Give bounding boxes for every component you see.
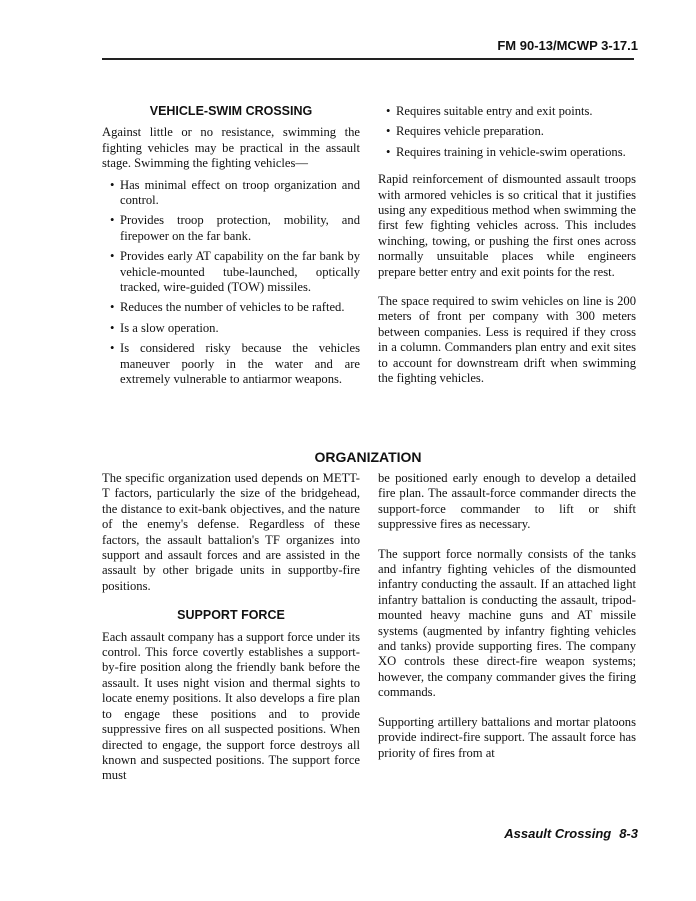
running-header: FM 90-13/MCWP 3-17.1 xyxy=(497,38,638,53)
bullet-item: • Requires training in vehicle-swim operations. xyxy=(378,145,636,160)
para-support-force-3: Supporting artillery battalions and mortar platoons provide indirect-fire support. The assault force has priority of fires from at xyxy=(378,714,636,760)
running-footer xyxy=(504,826,638,841)
page-number: 8-3 xyxy=(619,826,638,841)
column-left-top xyxy=(102,104,360,393)
vehicle-swim-intro: Against little or no resistance, swimming the fighting vehicles may be practical in the assault stage. Swimming the fighting vehicles— xyxy=(102,125,360,171)
heading-organization: ORGANIZATION xyxy=(314,449,422,465)
bullet-item: • Provides early AT capability on the far bank by vehicle-mounted tube-launched, optically tracked, wire-guided (TOW) missiles. xyxy=(102,249,360,295)
para-organization: The specific organization used depends on METT-T factors, particularly the size of the bridgehead, the distance to exit-bank objectives, and the nature of the enemy's defense. Regardless of these factors, the assault battalion's TF organizes into support and assault forces and are assisted in the assault by other brigade units in supportby-fire positions. xyxy=(102,471,360,593)
header-rule xyxy=(102,58,634,60)
bullet-item: • Requires suitable entry and exit points. xyxy=(378,104,636,119)
bullet-item: • Provides troop protection, mobility, and firepower on the far bank. xyxy=(102,213,360,244)
bullet-item: • Is considered risky because the vehicles maneuver poorly in the water and are extremely vulnerable to antiarmor weapons. xyxy=(102,341,360,387)
column-left-bottom xyxy=(102,471,360,784)
para-swim-space: The space required to swim vehicles on line is 200 meters of front per company with 300 meters between companies. Less is required if they cross in a column. Commanders plan entry and exit sites to account for downstream drift when swimming the fighting vehicles. xyxy=(378,294,636,386)
bullet-item: • Has minimal effect on troop organization and control. xyxy=(102,178,360,209)
bullet-item: • Reduces the number of vehicles to be rafted. xyxy=(102,300,360,315)
para-support-force-1-cont: be positioned early enough to develop a detailed fire plan. The assault-force commander directs the support-force commander to lift or shift suppressive fires as necessary. xyxy=(378,471,636,532)
bullet-item: • Is a slow operation. xyxy=(102,321,360,336)
para-support-force-2: The support force normally consists of the tanks and infantry fighting vehicles of the dismounted infantry conducting the assault. If an attached light infantry battalion is conducting the assault, tripodmounted heavy machine guns and AT missile systems (augmented by infantry fighting vehicles and tanks) provide supporting fires. The company XO controls these direct-fire weapon systems; however, the company commander gives the firing commands. xyxy=(378,546,636,700)
column-right-top xyxy=(378,104,636,387)
heading-support-force: SUPPORT FORCE xyxy=(177,608,285,623)
vehicle-swim-bullets-right xyxy=(378,104,636,160)
vehicle-swim-bullets-left xyxy=(102,178,360,388)
para-reinforcement: Rapid reinforcement of dismounted assault troops with armored vehicles is so critical that it justifies using any expeditious method when swimming the first few fighting vehicles across. This includes winching, towing, or pushing the first ones across normally unsuitable places while engineers prepare better entry and exit points for the rest. xyxy=(378,172,636,279)
column-right-bottom xyxy=(378,471,636,761)
footer-chapter: Assault Crossing xyxy=(504,826,612,841)
heading-vehicle-swim: VEHICLE-SWIM CROSSING xyxy=(149,104,313,118)
para-support-force-1: Each assault company has a support force under its control. This force covertly establishes a support-by-fire position along the friendly bank before the assault. It uses night vision and thermal sights to locate enemy positions. It also develops a fire plan to engage these positions and to provide suppressive fires on all suspected positions. When directed to engage, the support force destroys all known and suspected positions. The support force must xyxy=(102,629,360,783)
bullet-item: • Requires vehicle preparation. xyxy=(378,124,636,139)
